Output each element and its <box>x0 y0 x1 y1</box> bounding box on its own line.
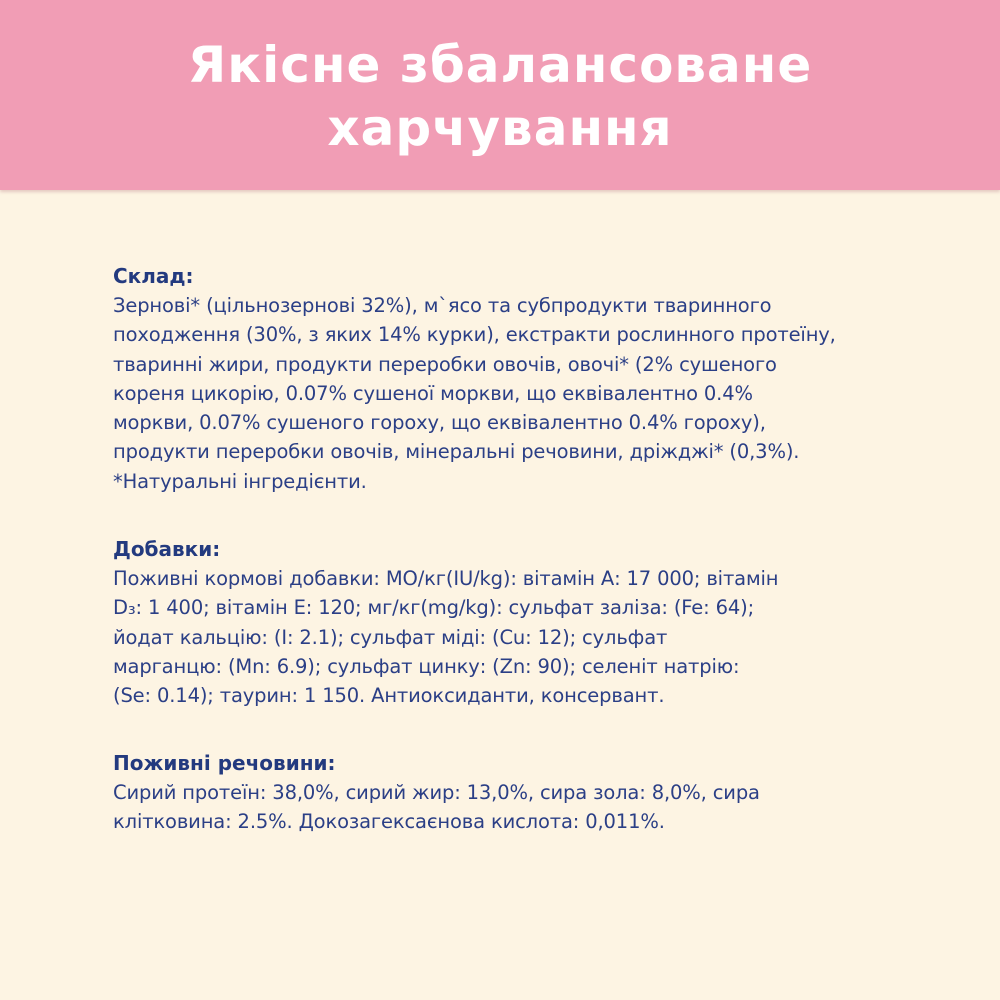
nutrients-line: Сирий протеїн: 38,0%, сирий жир: 13,0%, сира зола: 8,0%, сира <box>113 780 760 804</box>
page-title <box>188 30 813 160</box>
page-title-line-1: Якісне збалансоване <box>187 36 813 94</box>
additives-line: марганцю: (Mn: 6.9); сульфат цинку: (Zn: 90); селеніт натрію: <box>113 654 740 678</box>
additives-section <box>113 536 933 710</box>
nutrients-heading: Поживні речовини: <box>113 750 336 775</box>
additives-line: Поживні кормові добавки: МО/кг(IU/kg): вітамін А: 17 000; вітамін <box>113 567 779 591</box>
composition-line: тваринні жири, продукти переробки овочів, овочі* (2% сушеного <box>113 352 777 376</box>
composition-line: продукти переробки овочів, мінеральні речовини, дріжджі* (0,3%). <box>113 440 800 464</box>
page-title-line-2: харчування <box>327 99 673 157</box>
content-area <box>113 263 933 870</box>
header-banner <box>0 0 1000 190</box>
composition-line: походження (30%, з яких 14% курки), екстракти рослинного протеїну, <box>113 323 836 347</box>
additives-line: (Se: 0.14); таурин: 1 150. Антиоксиданти, консервант. <box>113 684 665 708</box>
nutrients-section <box>113 750 933 837</box>
composition-line: моркви, 0.07% сушеного гороху, що еквівалентно 0.4% гороху), <box>113 411 766 435</box>
composition-section <box>113 263 933 496</box>
additives-line: D₃: 1 400; вітамін Е: 120; мг/кг(mg/kg): сульфат заліза: (Fe: 64); <box>113 596 755 620</box>
composition-line: кореня цикорію, 0.07% сушеної моркви, що еквівалентно 0.4% <box>113 381 753 405</box>
composition-line: Зернові* (цільнозернові 32%), м`ясо та субпродукти тваринного <box>113 294 772 317</box>
composition-heading: Склад: <box>113 264 194 288</box>
additives-line: йодат кальцію: (I: 2.1); сульфат міді: (Cu: 12); сульфат <box>113 625 668 649</box>
nutrients-line: клітковина: 2.5%. Докозагексаєнова кислота: 0,011%. <box>113 809 665 833</box>
additives-heading: Добавки: <box>113 537 221 562</box>
composition-footnote: *Натуральні інгредієнти. <box>113 469 367 493</box>
